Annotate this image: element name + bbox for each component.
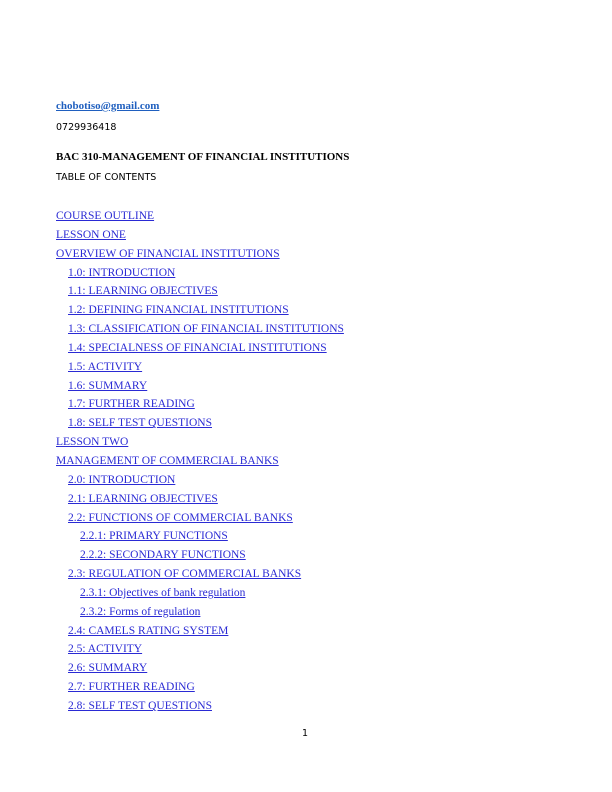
table-of-contents bbox=[56, 209, 344, 718]
toc-entry bbox=[56, 548, 344, 567]
toc-link-2-4[interactable]: 2.4: CAMELS RATING SYSTEM bbox=[68, 624, 229, 637]
toc-link-1-7[interactable]: 1.7: FURTHER READING bbox=[68, 398, 195, 411]
toc-entry bbox=[56, 247, 344, 266]
toc-entry bbox=[56, 473, 344, 492]
toc-link-2-0[interactable]: 2.0: INTRODUCTION bbox=[68, 473, 176, 486]
toc-link-2-1[interactable]: 2.1: LEARNING OBJECTIVES bbox=[68, 492, 218, 505]
toc-entry bbox=[56, 605, 344, 624]
toc-entry bbox=[56, 642, 344, 661]
page-number: 1 bbox=[302, 728, 309, 739]
toc-link-2-3-2[interactable]: 2.3.2: Forms of regulation bbox=[80, 605, 201, 618]
toc-entry bbox=[56, 680, 344, 699]
toc-entry bbox=[56, 454, 344, 473]
toc-entry bbox=[56, 624, 344, 643]
toc-link-1-3[interactable]: 1.3: CLASSIFICATION OF FINANCIAL INSTITUTIONS bbox=[68, 323, 344, 336]
toc-link-1-4[interactable]: 1.4: SPECIALNESS OF FINANCIAL INSTITUTIONS bbox=[68, 341, 327, 354]
toc-entry bbox=[56, 379, 344, 398]
toc-entry bbox=[56, 284, 344, 303]
toc-entry bbox=[56, 341, 344, 360]
toc-link-2-2[interactable]: 2.2: FUNCTIONS OF COMMERCIAL BANKS bbox=[68, 511, 293, 524]
toc-link-2-2-2[interactable]: 2.2.2: SECONDARY FUNCTIONS bbox=[80, 549, 246, 562]
toc-entry bbox=[56, 322, 344, 341]
toc-entry bbox=[56, 303, 344, 322]
toc-link-lesson-one[interactable]: LESSON ONE bbox=[56, 228, 126, 241]
toc-entry bbox=[56, 435, 344, 454]
toc-link-1-8[interactable]: 1.8: SELF TEST QUESTIONS bbox=[68, 417, 212, 430]
toc-entry bbox=[56, 567, 344, 586]
toc-link-2-7[interactable]: 2.7: FURTHER READING bbox=[68, 681, 195, 694]
toc-entry bbox=[56, 492, 344, 511]
toc-entry bbox=[56, 397, 344, 416]
toc-entry bbox=[56, 586, 344, 605]
toc-entry bbox=[56, 511, 344, 530]
toc-heading: TABLE OF CONTENTS bbox=[56, 172, 157, 183]
toc-entry bbox=[56, 228, 344, 247]
toc-entry bbox=[56, 416, 344, 435]
toc-link-2-5[interactable]: 2.5: ACTIVITY bbox=[68, 643, 143, 656]
toc-link-overview[interactable]: OVERVIEW OF FINANCIAL INSTITUTIONS bbox=[56, 247, 280, 260]
toc-link-2-3[interactable]: 2.3: REGULATION OF COMMERCIAL BANKS bbox=[68, 568, 302, 581]
toc-entry bbox=[56, 266, 344, 285]
toc-link-1-2[interactable]: 1.2: DEFINING FINANCIAL INSTITUTIONS bbox=[68, 304, 289, 317]
toc-link-1-6[interactable]: 1.6: SUMMARY bbox=[68, 379, 148, 392]
toc-entry bbox=[56, 661, 344, 680]
toc-link-2-8[interactable]: 2.8: SELF TEST QUESTIONS bbox=[68, 699, 212, 712]
toc-entry bbox=[56, 360, 344, 379]
phone-number: 0729936418 bbox=[56, 122, 117, 133]
toc-entry bbox=[56, 699, 344, 718]
toc-link-1-0[interactable]: 1.0: INTRODUCTION bbox=[68, 266, 176, 279]
toc-link-1-5[interactable]: 1.5: ACTIVITY bbox=[68, 360, 143, 373]
toc-link-1-1[interactable]: 1.1: LEARNING OBJECTIVES bbox=[68, 285, 218, 298]
toc-link-2-6[interactable]: 2.6: SUMMARY bbox=[68, 662, 148, 675]
toc-link-2-2-1[interactable]: 2.2.1: PRIMARY FUNCTIONS bbox=[80, 530, 228, 543]
toc-link-2-3-1[interactable]: 2.3.1: Objectives of bank regulation bbox=[80, 586, 246, 599]
toc-entry bbox=[56, 209, 344, 228]
document-title: BAC 310-MANAGEMENT OF FINANCIAL INSTITUTIONS bbox=[56, 151, 350, 163]
toc-link-course-outline[interactable]: COURSE OUTLINE bbox=[56, 210, 155, 222]
toc-entry bbox=[56, 529, 344, 548]
toc-link-lesson-two[interactable]: LESSON TWO bbox=[56, 436, 129, 449]
toc-link-management-commercial-banks[interactable]: MANAGEMENT OF COMMERCIAL BANKS bbox=[56, 454, 279, 467]
email-link[interactable]: chobotiso@gmail.com bbox=[56, 100, 160, 112]
